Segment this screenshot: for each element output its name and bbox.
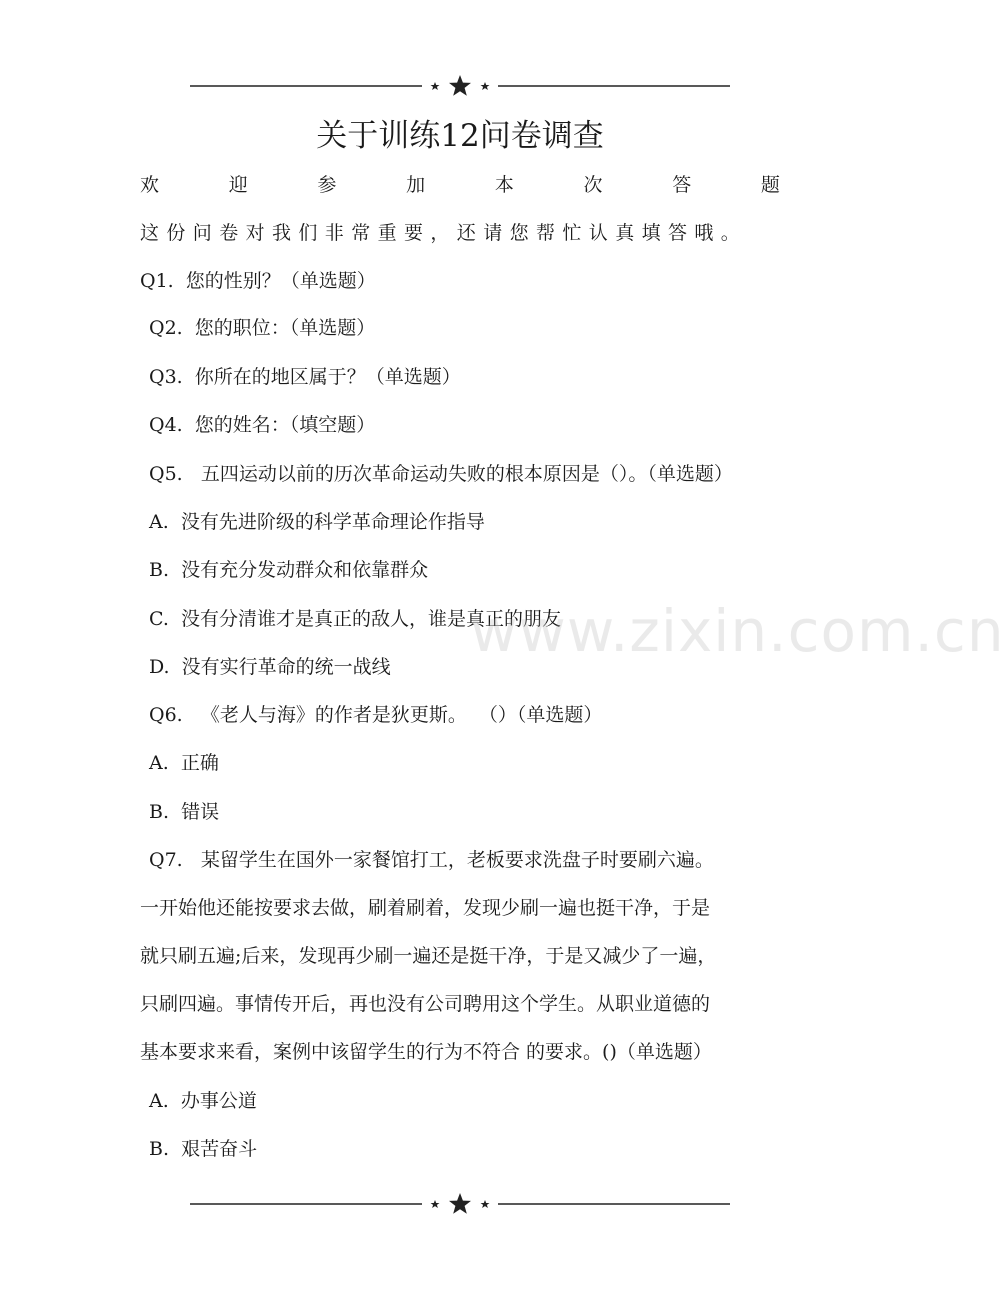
- welcome-line: [140, 170, 780, 200]
- small-star-icon: [481, 82, 490, 90]
- question-q7-line: 一开始他还能按要求去做，刷着刷着，发现少刷一遍也挺干净，于是: [140, 897, 711, 919]
- star-icon: [449, 1193, 471, 1214]
- divider-ornament: [190, 74, 730, 98]
- page-title: 关于训练12问卷调查: [316, 118, 604, 154]
- divider-ornament: [190, 1192, 730, 1216]
- small-star-icon: [431, 1200, 440, 1208]
- question-q5: Q5. 五四运动以前的历次革命运动失败的根本原因是（）。（单选题）: [149, 463, 733, 485]
- small-star-icon: [431, 82, 440, 90]
- welcome-char: 迎: [228, 174, 248, 196]
- question-q7-line: Q7. 某留学生在国外一家餐馆打工，老板要求洗盘子时要刷六遍。: [149, 849, 714, 871]
- question-q7-line: 只刷四遍。事情传开后，再也没有公司聘用这个学生。从职业道德的: [140, 993, 711, 1015]
- intro-text: 这份问卷对我们非常重要，还请您帮忙认真填答哦。: [140, 222, 748, 244]
- welcome-char: 参: [317, 174, 337, 196]
- option-q5-c: C. 没有分清谁才是真正的敌人，谁是真正的朋友: [149, 608, 561, 630]
- star-icon: [449, 75, 471, 96]
- welcome-char: 加: [406, 174, 426, 196]
- welcome-char: 本: [494, 174, 514, 196]
- welcome-char: 欢: [140, 174, 160, 196]
- question-q1: Q1. 您的性别？（单选题）: [140, 270, 376, 292]
- option-q5-a: A. 没有先进阶级的科学革命理论作指导: [149, 511, 485, 533]
- option-q6-b: B. 错误: [149, 801, 220, 823]
- question-q2: Q2. 您的职位：（单选题）: [149, 317, 376, 339]
- option-q6-a: A. 正确: [149, 752, 219, 774]
- welcome-char: 答: [672, 174, 692, 196]
- question-q3: Q3. 你所在的地区属于？（单选题）: [149, 366, 461, 388]
- welcome-char: 题: [760, 174, 780, 196]
- option-q7-b: B. 艰苦奋斗: [149, 1138, 258, 1160]
- bottom-divider: [190, 1192, 730, 1216]
- welcome-char: 次: [583, 174, 603, 196]
- watermark: www.zixin.com.cn: [470, 597, 1005, 665]
- top-divider: [190, 74, 730, 98]
- option-q5-d: D. 没有实行革命的统一战线: [149, 656, 391, 678]
- question-q6: Q6. 《老人与海》的作者是狄更斯。 （）（单选题）: [149, 704, 603, 726]
- question-q7-line: 就只刷五遍;后来，发现再少刷一遍还是挺干净，于是又减少了一遍，: [140, 945, 717, 967]
- question-q4: Q4. 您的姓名：（填空题）: [149, 414, 376, 436]
- small-star-icon: [481, 1200, 490, 1208]
- question-q7-line: 基本要求来看，案例中该留学生的行为不符合 的要求。()（单选题）: [140, 1041, 712, 1063]
- option-q5-b: B. 没有充分发动群众和依靠群众: [149, 559, 429, 581]
- option-q7-a: A. 办事公道: [149, 1090, 257, 1112]
